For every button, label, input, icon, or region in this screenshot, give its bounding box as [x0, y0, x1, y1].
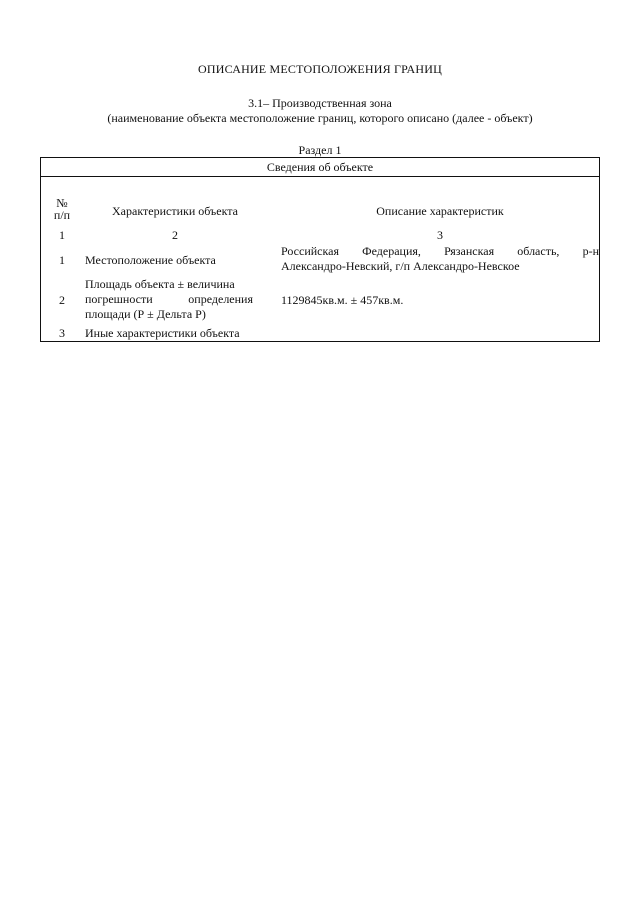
row-3-characteristic: Иные характеристики объекта — [85, 326, 240, 340]
row-1-description-line2: Александро-Невский, г/п Александро-Невское — [281, 259, 520, 273]
column-header-num-line2: п/п — [53, 208, 71, 222]
heading-divider — [41, 176, 599, 177]
column-number: 3 — [437, 228, 443, 242]
object-name: 3.1– Производственная зона — [248, 96, 392, 110]
row-2-description: 1129845кв.м. ± 457кв.м. — [281, 293, 404, 307]
document-title: ОПИСАНИЕ МЕСТОПОЛОЖЕНИЯ ГРАНИЦ — [198, 62, 442, 76]
row-1-description-line1: Российская Федерация, Рязанская область, р-н — [281, 244, 599, 258]
row-2-characteristic-line1: Площадь объекта ± величина — [85, 277, 235, 291]
row-1-num: 1 — [59, 253, 65, 267]
row-3-num: 3 — [59, 326, 65, 340]
row-1-characteristic: Местоположение объекта — [85, 253, 216, 267]
column-header-characteristic: Характеристики объекта — [112, 204, 238, 218]
row-2-characteristic-line2: погрешности определения — [85, 292, 253, 306]
object-info-table — [40, 157, 600, 342]
column-header-num-line1: № — [56, 196, 68, 210]
column-number: 1 — [59, 228, 65, 242]
section-label: Раздел 1 — [298, 143, 342, 157]
table-heading: Сведения об объекте — [266, 160, 374, 174]
row-2-num: 2 — [59, 293, 65, 307]
row-2-characteristic-line3: площади (Р ± Дельта Р) — [85, 307, 206, 321]
column-header-description: Описание характеристик — [376, 204, 504, 218]
column-number: 2 — [172, 228, 178, 242]
object-caption: (наименование объекта местоположение границ, которого описано (далее - объект) — [107, 111, 533, 125]
